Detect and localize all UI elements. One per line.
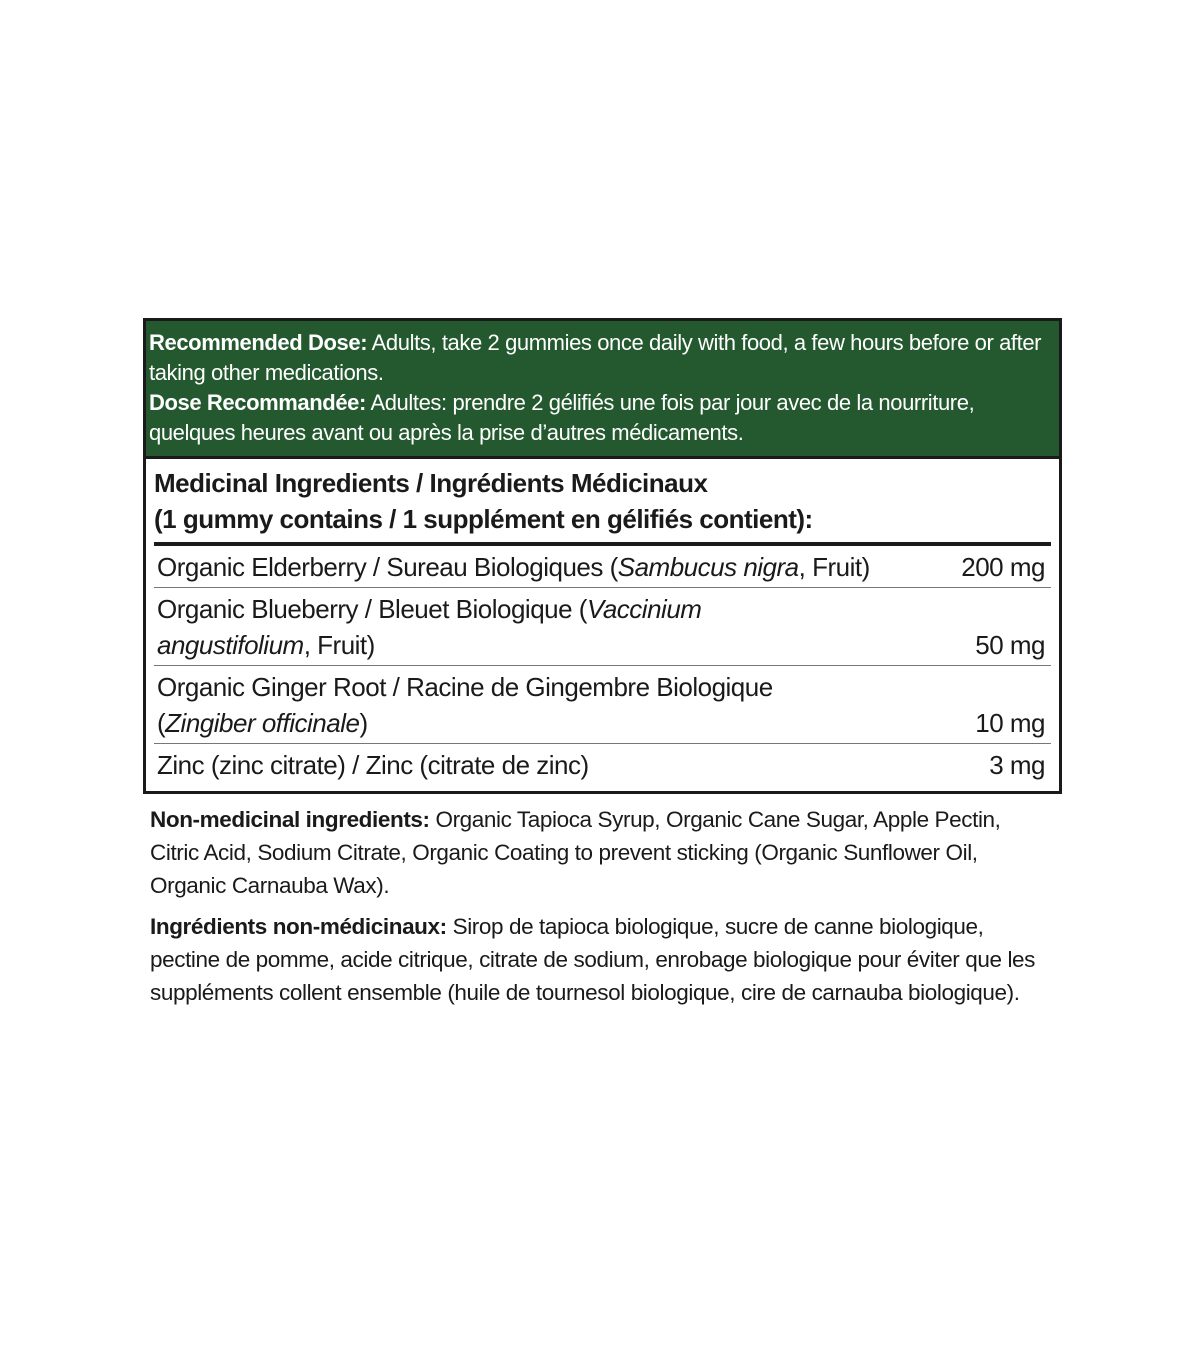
ingredient-name xyxy=(157,591,717,663)
ingredient-name-suffix: , Fruit) xyxy=(798,552,870,582)
ingredient-row xyxy=(154,588,1051,666)
ingredient-latin-name: Zingiber officinale xyxy=(165,708,360,738)
ingredient-row xyxy=(154,744,1051,785)
non-medicinal-fr-text: Sirop de tapioca biologique, sucre de canne biologique, pectine de pomme, acide citrique, citrate de sodium, enrobage biologique pour éviter que les suppléments collent ensemble (huile de tournesol biologique, cire de carnauba biologique). xyxy=(150,914,1036,1005)
medicinal-ingredients-heading xyxy=(154,465,1051,546)
dose-en-label: Recommended Dose: xyxy=(149,330,368,355)
ingredient-name xyxy=(157,549,953,585)
dose-en-text: Adults, take 2 gummies once daily with food, a few hours before or after taking other medications. xyxy=(149,330,1042,385)
recommended-dose-box xyxy=(146,321,1059,459)
ingredient-row xyxy=(154,546,1051,588)
dose-fr-text: Adultes: prendre 2 gélifiés une fois par jour avec de la nourriture, quelques heures avant ou après la prise d’autres médicaments. xyxy=(149,390,975,445)
medicinal-ingredients-section xyxy=(146,459,1059,791)
ingredient-amount: 3 mg xyxy=(989,750,1045,780)
ingredient-name-text: Organic Blueberry / Bleuet Biologique ( xyxy=(157,594,587,624)
ingredient-name-text: Zinc (zinc citrate) / Zinc (citrate de zinc) xyxy=(157,750,589,780)
ingredient-latin-name: Sambucus nigra xyxy=(617,552,799,582)
non-medicinal-ingredients xyxy=(150,803,1050,1017)
ingredient-name-text: Organic Ginger Root / Racine de Gingembre Biologique ( xyxy=(157,672,773,738)
ingredient-name-text: Organic Elderberry / Sureau Biologiques ( xyxy=(157,552,618,582)
non-medicinal-fr-label: Ingrédients non-médicinaux: xyxy=(150,914,447,939)
heading-line-2: (1 gummy contains / 1 supplément en gélifiés contient): xyxy=(154,504,813,534)
non-medicinal-fr xyxy=(150,910,1050,1009)
ingredient-name xyxy=(157,747,981,783)
dose-fr xyxy=(149,388,1053,448)
ingredient-amount: 10 mg xyxy=(975,708,1045,738)
heading-line-1: Medicinal Ingredients / Ingrédients Médicinaux xyxy=(154,468,708,498)
ingredient-name-suffix: , Fruit) xyxy=(303,630,375,660)
dose-fr-label: Dose Recommandée: xyxy=(149,390,366,415)
ingredient-name-suffix: ) xyxy=(359,708,368,738)
ingredient-latin-name: Vaccinium angustifolium xyxy=(157,594,702,660)
ingredient-amount: 200 mg xyxy=(961,552,1045,582)
supplement-facts-panel xyxy=(143,318,1062,794)
non-medicinal-en xyxy=(150,803,1050,902)
non-medicinal-en-text: Organic Tapioca Syrup, Organic Cane Sugar, Apple Pectin, Citric Acid, Sodium Citrate, Organic Coating to prevent sticking (Organic Sunflower Oil, Organic Carnauba Wax). xyxy=(150,807,1001,898)
ingredient-row xyxy=(154,666,1051,744)
non-medicinal-en-label: Non-medicinal ingredients: xyxy=(150,807,430,832)
ingredient-name xyxy=(157,669,877,741)
dose-en xyxy=(149,328,1053,388)
ingredient-amount: 50 mg xyxy=(975,630,1045,660)
